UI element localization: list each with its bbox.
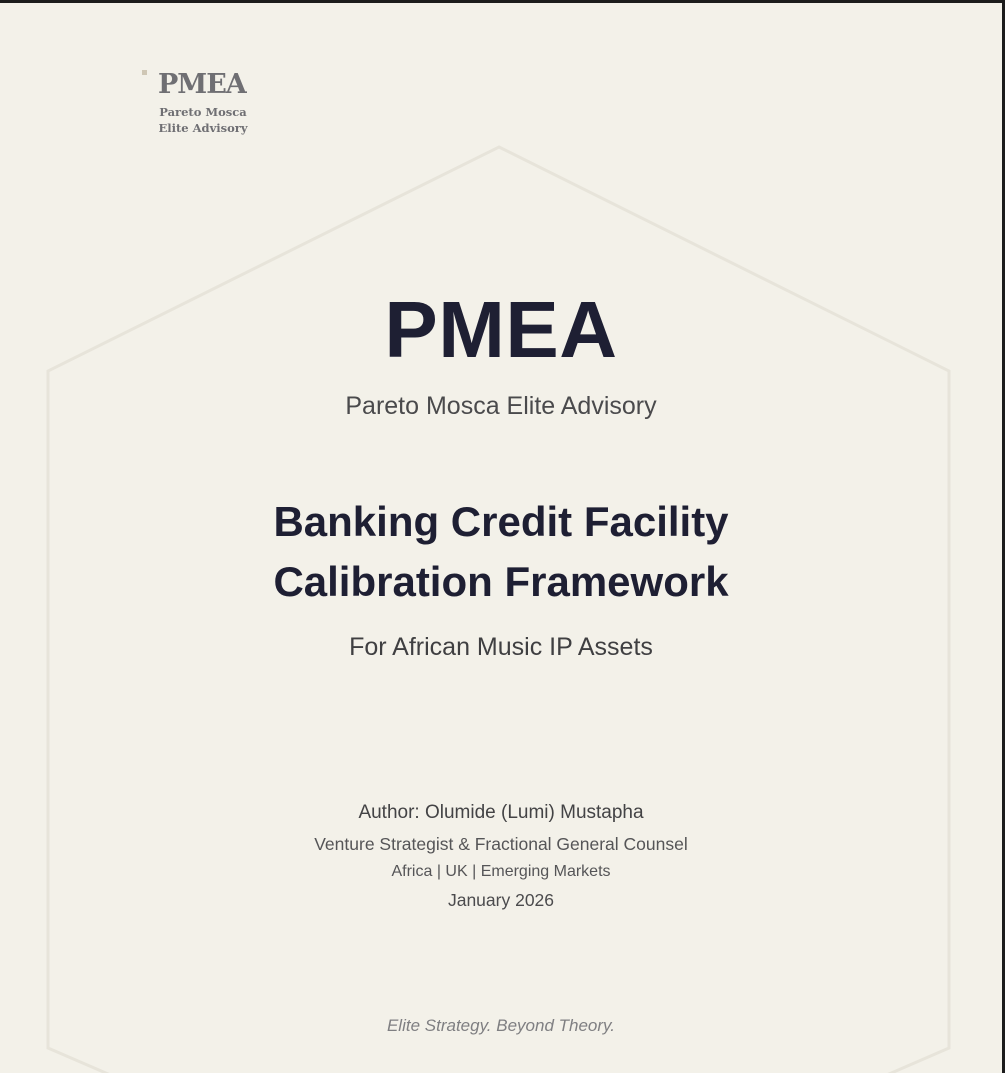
tagline: Elite Strategy. Beyond Theory. [386,1016,616,1035]
author-line: Author: Olumide (Lumi) Mustapha [358,802,644,823]
logo-mark-icon [142,70,147,75]
document-subtitle: For African Music IP Assets [349,633,653,661]
author-regions: Africa | UK | Emerging Markets [391,863,611,880]
logo-subtitle [158,104,248,136]
main-subtitle: Pareto Mosca Elite Advisory [345,392,657,420]
document-title [0,492,1002,612]
main-title: PMEA [384,285,618,374]
document-title-line1: Banking Credit Facility [273,498,729,545]
logo-subtitle-line2: Elite Advisory [158,121,248,135]
logo-title: PMEA [158,69,246,100]
document-cover-page [0,3,1002,1073]
document-title-line2: Calibration Framework [273,558,729,605]
logo-subtitle-line1: Pareto Mosca [159,105,247,119]
author-role: Venture Strategist & Fractional General Counsel [314,834,688,854]
document-date: January 2026 [447,890,555,910]
